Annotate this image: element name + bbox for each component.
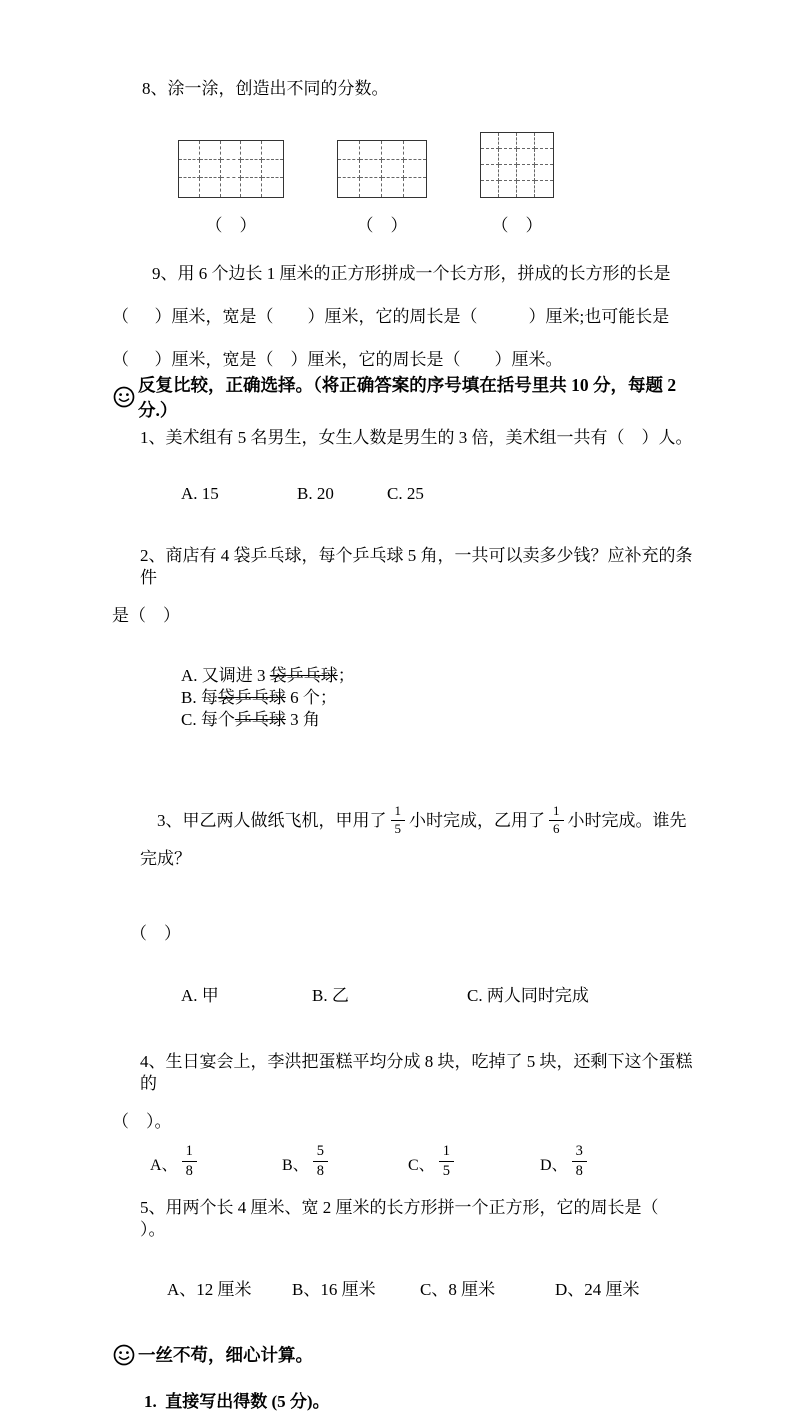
option-item [181,709,320,731]
q9-line2: （ ）厘米，宽是（ ）厘米，它的周长是（ ）厘米;也可能长是 [112,307,670,326]
q3-text-post: 小时完成。谁先完成？ [140,811,687,868]
q3-text-mid: 小时完成，乙用了 [409,811,545,830]
grid-cell [535,165,553,181]
fraction [572,1143,587,1179]
grid-cell [241,160,262,179]
grid-cell [221,160,242,179]
q3-text [140,767,697,913]
grid-cell [200,160,221,179]
section-choice-title: 反复比较，正确选择。（将正确答案的序号填在括号里共 10 分，每题 2 分.） [138,375,681,420]
fraction-denominator: 5 [442,1163,450,1180]
q4-options [150,1145,697,1183]
q3-options [164,963,697,1029]
fraction [313,1143,328,1179]
option-item: A. 甲 [181,985,219,1005]
smiley-icon [112,1343,136,1367]
option-text: C. 每个 [181,710,235,729]
fraction [391,804,406,837]
grid-cell [382,141,404,160]
q8-answer-blank: （ ） [491,216,543,235]
fraction-denominator: 8 [316,1163,324,1180]
q8-grid-block [337,140,427,236]
fraction [549,804,564,837]
fraction-numerator: 1 [182,1143,197,1162]
option-item [408,1143,540,1183]
grid-cell [382,160,404,179]
fraction-grid [178,140,284,198]
fraction-numerator: 1 [439,1143,454,1162]
grid-cell [179,141,200,160]
grid-cell [241,141,262,160]
fraction-numerator: 1 [391,804,406,821]
grid-cell [481,165,499,181]
grid-cell [517,181,535,197]
option-text: 3 角 [285,710,320,729]
option-item [540,1143,591,1183]
strikethrough-text: 袋乒乓球 [269,666,338,685]
section-calc-header [112,1341,697,1369]
option-item: C、8 厘米 [420,1279,496,1299]
q2-text-line2: 是（ ） [112,606,180,625]
q3-text-pre: 3、甲乙两人做纸飞机，甲用了 [157,811,387,830]
grid-cell [499,133,517,149]
fraction-denominator: 8 [185,1163,193,1180]
fraction [182,1143,197,1179]
grid-cell [404,178,426,197]
grid-cell [200,141,221,160]
grid-cell [262,141,283,160]
q1-text: 1、美术组有 5 名男生，女生人数是男生的 3 倍，美术组一共有（ ）人。 [140,428,693,447]
grid-cell [360,141,382,160]
grid-cell [535,149,553,165]
option-item [150,1143,282,1183]
fraction-numerator: 1 [549,804,564,821]
option-label: C、 [408,1157,435,1175]
grid-cell [517,133,535,149]
option-item: D、24 厘米 [555,1279,640,1299]
fraction-denominator: 8 [575,1163,583,1180]
q2-text-line1: 2、商店有 4 袋乒乓球，每个乒乓球 5 角，一共可以卖多少钱？应补充的条件 [140,546,693,587]
grid-cell [179,160,200,179]
q8-title: 8、涂一涂，创造出不同的分数。 [142,79,389,98]
option-text: B. 每 [181,688,218,707]
q1-options [164,461,697,527]
grid-cell [404,160,426,179]
q4-text-line1: 4、生日宴会上，李洪把蛋糕平均分成 8 块，吃掉了 5 块，还剩下这个蛋糕的 [140,1051,693,1093]
grid-cell [481,149,499,165]
option-text: A. 又调进 3 [181,666,270,685]
q8-grids-row [112,132,697,236]
fraction-denominator: 5 [394,820,401,836]
option-item: B. 20 [297,484,334,503]
calc-instruction: 1. 直接写出得数 (5 分)。 [144,1391,330,1411]
option-item [181,687,337,709]
grid-cell [338,178,360,197]
fraction-grid [480,132,554,198]
grid-cell [517,149,535,165]
fraction-grid [337,140,427,198]
q8-grid-block [178,140,284,236]
q9-block [112,252,697,381]
option-label: A、 [150,1157,178,1175]
grid-cell [338,141,360,160]
option-item: C. 两人同时完成 [467,985,589,1005]
q5-options [150,1257,697,1323]
grid-cell [404,141,426,160]
grid-cell [221,141,242,160]
q8-answer-blank: （ ） [205,216,257,235]
smiley-icon [112,385,136,409]
grid-cell [517,165,535,181]
q9-line1: 9、用 6 个边长 1 厘米的正方形拼成一个长方形，拼成的长方形的长是 [152,264,671,283]
grid-cell [499,181,517,197]
section-calc-title: 一丝不苟，细心计算。 [138,1345,313,1366]
grid-cell [179,178,200,197]
grid-cell [360,160,382,179]
option-item: A. 15 [181,484,219,503]
strikethrough-text: 乒乓球 [234,710,286,729]
option-label: B、 [282,1157,309,1175]
q2-options [164,643,697,753]
grid-cell [535,181,553,197]
grid-cell [535,133,553,149]
grid-cell [221,178,242,197]
option-text: ； [337,666,355,685]
option-text: 6 个； [285,688,337,707]
option-label: D、 [540,1157,568,1175]
fraction [439,1143,454,1179]
grid-cell [338,160,360,179]
grid-cell [241,178,262,197]
grid-cell [360,178,382,197]
option-item: C. 25 [387,484,424,503]
fraction-denominator: 6 [553,820,560,836]
q5-text: 5、用两个长 4 厘米、宽 2 厘米的长方形拼一个正方形，它的周长是（ ）。 [140,1197,684,1239]
q8-grid-block [480,132,554,236]
grid-cell [382,178,404,197]
grid-cell [499,165,517,181]
option-item: B. 乙 [312,985,349,1005]
grid-cell [481,133,499,149]
option-item [181,665,355,687]
q9-line3: （ ）厘米，宽是（ ）厘米，它的周长是（ ）厘米。 [112,350,563,369]
q8-answer-blank: （ ） [356,216,408,235]
q3-answer-blank: （ ） [130,923,181,943]
fraction-numerator: 5 [313,1143,328,1162]
grid-cell [499,149,517,165]
grid-cell [481,181,499,197]
option-item: A、12 厘米 [167,1279,252,1299]
grid-cell [262,160,283,179]
fraction-numerator: 3 [572,1143,587,1162]
section-choice-header [112,375,697,420]
option-item [282,1143,408,1183]
strikethrough-text: 袋乒乓球 [217,688,286,707]
grid-cell [262,178,283,197]
grid-cell [200,178,221,197]
option-item: B、16 厘米 [292,1279,376,1299]
q4-text-line2: （ ）。 [112,1111,172,1131]
